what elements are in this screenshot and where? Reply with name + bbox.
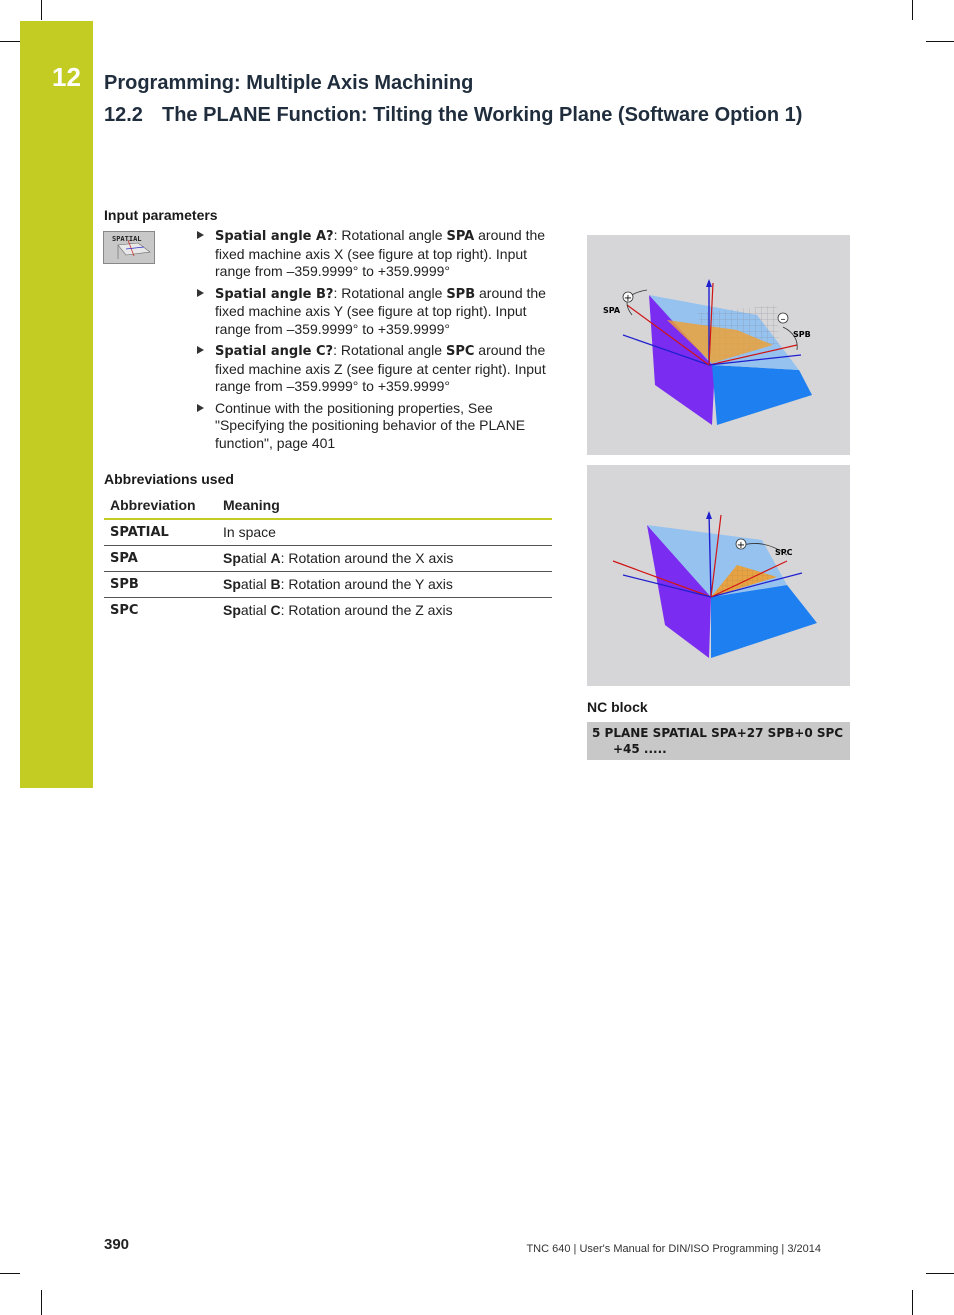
section-title-text: The PLANE Function: Tilting the Working Plane (Software Option 1) bbox=[162, 104, 803, 126]
parameter-text: around the fixed machine axis X (see figure at top right). Input range from –359.9999° to +359.9999° bbox=[215, 227, 546, 279]
column-header: Abbreviation bbox=[104, 493, 217, 519]
meaning-text: atial bbox=[240, 602, 271, 618]
table-row bbox=[104, 572, 552, 598]
input-parameters-heading: Input parameters bbox=[104, 207, 218, 223]
abbreviations-table bbox=[104, 493, 552, 623]
minus-sign: – bbox=[780, 314, 786, 325]
meaning-text: In space bbox=[223, 524, 276, 540]
parameter-text: : Rotational angle bbox=[333, 227, 447, 243]
parameter-code: SPA bbox=[446, 229, 475, 244]
meaning-axis: A bbox=[270, 550, 281, 566]
parameter-code: SPB bbox=[446, 286, 476, 302]
meaning-text: : Rotation around the Z axis bbox=[280, 602, 453, 618]
abbreviation-cell: SPA bbox=[104, 546, 217, 572]
abbreviations-heading: Abbreviations used bbox=[104, 471, 234, 487]
chapter-sidebar bbox=[20, 21, 93, 788]
section-number: 12.2 bbox=[104, 104, 143, 126]
meaning-cell bbox=[217, 572, 552, 598]
bullet-arrow-icon bbox=[197, 289, 204, 297]
list-item bbox=[196, 285, 548, 339]
parameter-term: Spatial angle A? bbox=[215, 229, 334, 244]
parameter-code: SPC bbox=[445, 344, 475, 359]
continue-text: Continue with the positioning properties, See "Specifying the positioning behavior of the PLANE function", page 401 bbox=[215, 399, 526, 451]
crop-mark bbox=[912, 1290, 913, 1315]
crop-mark bbox=[926, 41, 954, 42]
figure-spc-graphic bbox=[587, 465, 850, 686]
plus-sign: + bbox=[736, 540, 746, 551]
crop-mark bbox=[0, 41, 20, 42]
figure-spc bbox=[587, 465, 850, 686]
crop-mark bbox=[0, 1273, 20, 1274]
section-title bbox=[104, 104, 802, 127]
list-item bbox=[196, 342, 548, 396]
plus-sign: + bbox=[623, 293, 633, 304]
table-row bbox=[104, 598, 552, 624]
parameter-text: : Rotational angle bbox=[333, 284, 447, 301]
bullet-arrow-icon bbox=[197, 231, 204, 239]
column-header: Meaning bbox=[217, 493, 552, 519]
parameter-text: around the fixed machine axis Y (see figure at top right). Input range from –359.9999° to +359.9999° bbox=[215, 284, 546, 337]
meaning-text: : Rotation around the X axis bbox=[280, 550, 454, 566]
bullet-arrow-icon bbox=[197, 404, 204, 412]
meaning-bold: Sp bbox=[223, 550, 241, 566]
table-row bbox=[104, 519, 552, 546]
page-number: 390 bbox=[104, 1236, 130, 1253]
abbreviation-cell: SPATIAL bbox=[104, 519, 217, 546]
parameter-text: around the fixed machine axis Z (see figure at center right). Input range from –359.9999° to +359.9999° bbox=[215, 342, 546, 394]
code-line: +45 ..... bbox=[613, 742, 667, 756]
nc-block-heading: NC block bbox=[587, 699, 648, 715]
meaning-cell bbox=[217, 519, 552, 546]
list-item bbox=[196, 227, 548, 281]
list-item bbox=[196, 400, 548, 453]
meaning-axis: B bbox=[270, 576, 281, 592]
chapter-number: 12 bbox=[52, 62, 81, 92]
table-header-row bbox=[104, 493, 552, 519]
meaning-cell bbox=[217, 598, 552, 624]
meaning-cell bbox=[217, 546, 552, 572]
meaning-text: atial bbox=[240, 550, 271, 566]
meaning-text: atial bbox=[240, 576, 271, 592]
crop-mark bbox=[926, 1273, 954, 1274]
figure-spa-spb bbox=[587, 235, 850, 455]
meaning-text: : Rotation around the Y axis bbox=[280, 576, 453, 592]
label-spb: SPB bbox=[793, 330, 811, 339]
code-line: 5 PLANE SPATIAL SPA+27 SPB+0 SPC bbox=[592, 726, 844, 740]
nc-code-block bbox=[587, 722, 850, 760]
parameter-term: Spatial angle B? bbox=[215, 286, 334, 302]
chapter-title: Programming: Multiple Axis Machining bbox=[104, 72, 474, 94]
label-spc: SPC bbox=[775, 548, 793, 557]
crop-mark bbox=[912, 0, 913, 20]
figure-spa-spb-graphic bbox=[587, 235, 850, 455]
parameter-term: Spatial angle C? bbox=[215, 344, 334, 359]
bullet-arrow-icon bbox=[197, 346, 204, 354]
meaning-bold: Sp bbox=[223, 576, 241, 592]
softkey-label: SPATIAL bbox=[112, 235, 142, 243]
abbreviation-cell: SPC bbox=[110, 602, 139, 618]
table-row bbox=[104, 546, 552, 572]
meaning-bold: Sp bbox=[223, 602, 241, 618]
crop-mark bbox=[41, 1290, 42, 1315]
label-spa: SPA bbox=[603, 306, 621, 315]
softkey-graphic bbox=[104, 232, 154, 263]
spatial-softkey-icon bbox=[103, 231, 155, 264]
parameter-text: : Rotational angle bbox=[333, 342, 446, 358]
crop-mark bbox=[41, 0, 42, 20]
meaning-axis: C bbox=[270, 602, 281, 618]
parameter-list bbox=[196, 227, 548, 456]
abbreviation-cell: SPB bbox=[104, 572, 217, 598]
footer-text: TNC 640 | User's Manual for DIN/ISO Programming | 3/2014 bbox=[526, 1243, 821, 1255]
